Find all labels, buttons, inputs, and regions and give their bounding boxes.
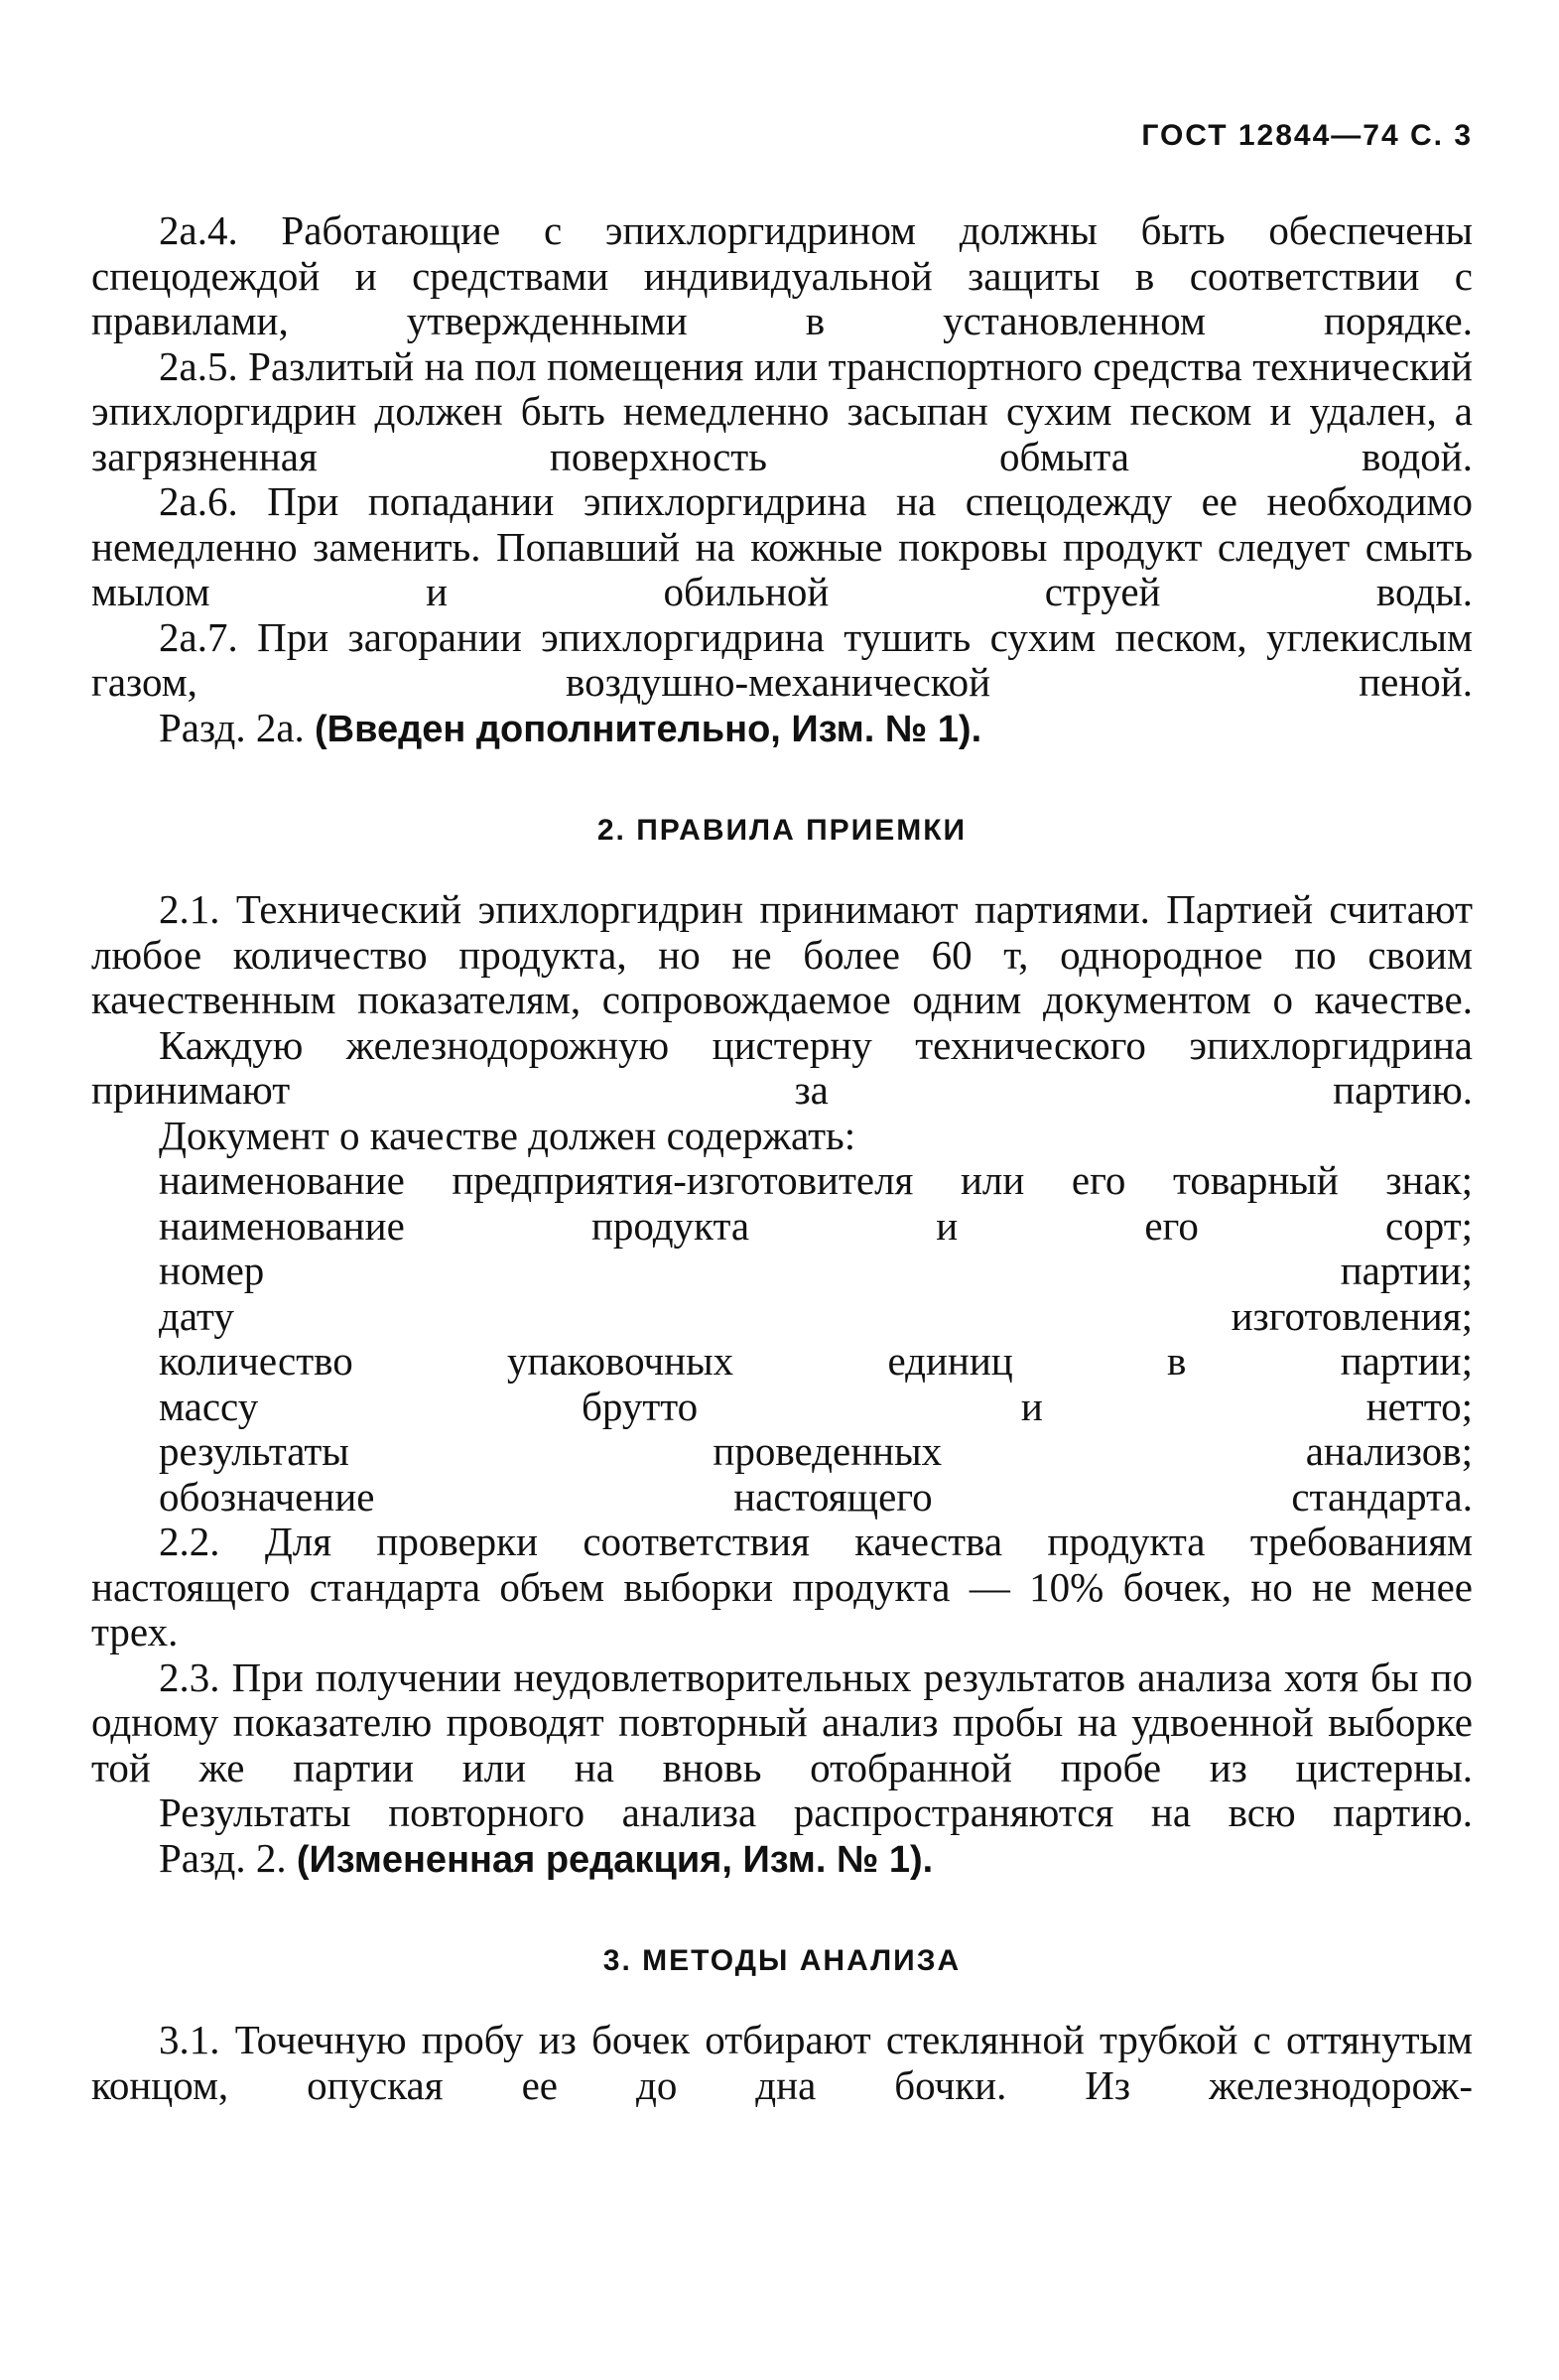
list-item: результаты проведенных анализов; [159,1428,1473,1474]
paragraph-document-contents: Документ о качестве должен содержать: [159,1112,856,1158]
paragraph-2a5: 2а.5. Разлитый на пол помещения или транспортного средства технический эпихлоргидрин должен быть немедленно засыпан сухим песком и удален, а загрязненная поверхность обмыта водой. [91,342,1473,479]
section-title-methods: 3. МЕТОДЫ АНАЛИЗА [602,1944,962,1977]
amendment-note-text: (Введен дополнительно, Изм. № 1). [315,708,982,750]
list-item: количество упаковочных единиц в партии; [159,1338,1473,1384]
amendment-note-2 [91,1836,1473,1884]
amendment-note-prefix: Разд. 2а. [159,704,305,750]
document-body [91,208,1473,2108]
list-item: дату изготовления; [159,1292,1473,1339]
page-header: ГОСТ 12844—74 С. 3 [1141,119,1473,152]
amendment-note-prefix: Разд. 2. [159,1834,287,1881]
paragraph-repeat-analysis: Результаты повторного анализа распространяются на всю партию. [159,1789,1473,1835]
paragraph-2a4: 2а.4. Работающие с эпихлоргидрином должны быть обеспечены спецодеждой и средствами индивидуальной защиты в соответствии с правилами, утвержденными в установленном порядке. [91,207,1473,343]
list-item: номер партии; [159,1248,1473,1293]
list-item: наименование предприятия-изготовителя или его товарный знак; [159,1157,1473,1203]
paragraph-3-1: 3.1. Точечную пробу из бочек отбирают стеклянной трубкой с оттянутым концом, опуская ее до дна бочки. Из железнодорож- [91,2017,1473,2108]
section-title-acceptance: 2. ПРАВИЛА ПРИЕМКИ [596,814,968,847]
paragraph-2a6: 2а.6. При попадании эпихлоргидрина на спецодежду ее необходимо немедленно заменить. Попавший на кожные покровы продукт следует смыть мылом и обильной струей воды. [91,478,1473,614]
paragraph-tank: Каждую железнодорожную цистерну технического эпихлоргидрина принимают за партию. [91,1021,1473,1113]
paragraph-2-3: 2.3. При получении неудовлетворительных результатов анализа хотя бы по одному показателю проводят повторный анализ пробы на удвоенной выборке той же партии или на вновь отобранной пробе из цистерны. [91,1653,1473,1790]
paragraph-2a7: 2а.7. При загорании эпихлоргидрина тушить сухим песком, углекислым газом, воздушно-механической пеной. [91,613,1473,705]
amendment-note-2a [91,706,1473,753]
document-page [91,99,1473,2332]
list-item: массу брутто и нетто; [159,1383,1473,1429]
list-item: наименование продукта и его сорт; [159,1202,1473,1249]
paragraph-2-1: 2.1. Технический эпихлоргидрин принимают партиями. Партией считают любое количество продукта, но не более 60 т, однородное по своим качественным показателям, сопровождаемое одним документом о качестве. [91,886,1473,1022]
paragraph-2-2: 2.2. Для проверки соответствия качества продукта требованиям настоящего стандарта объем выборки продукта — 10% бочек, но не менее трех. [91,1519,1473,1654]
list-item: обозначение настоящего стандарта. [159,1473,1473,1520]
amendment-note-text: (Измененная редакция, Изм. № 1). [296,1838,934,1881]
